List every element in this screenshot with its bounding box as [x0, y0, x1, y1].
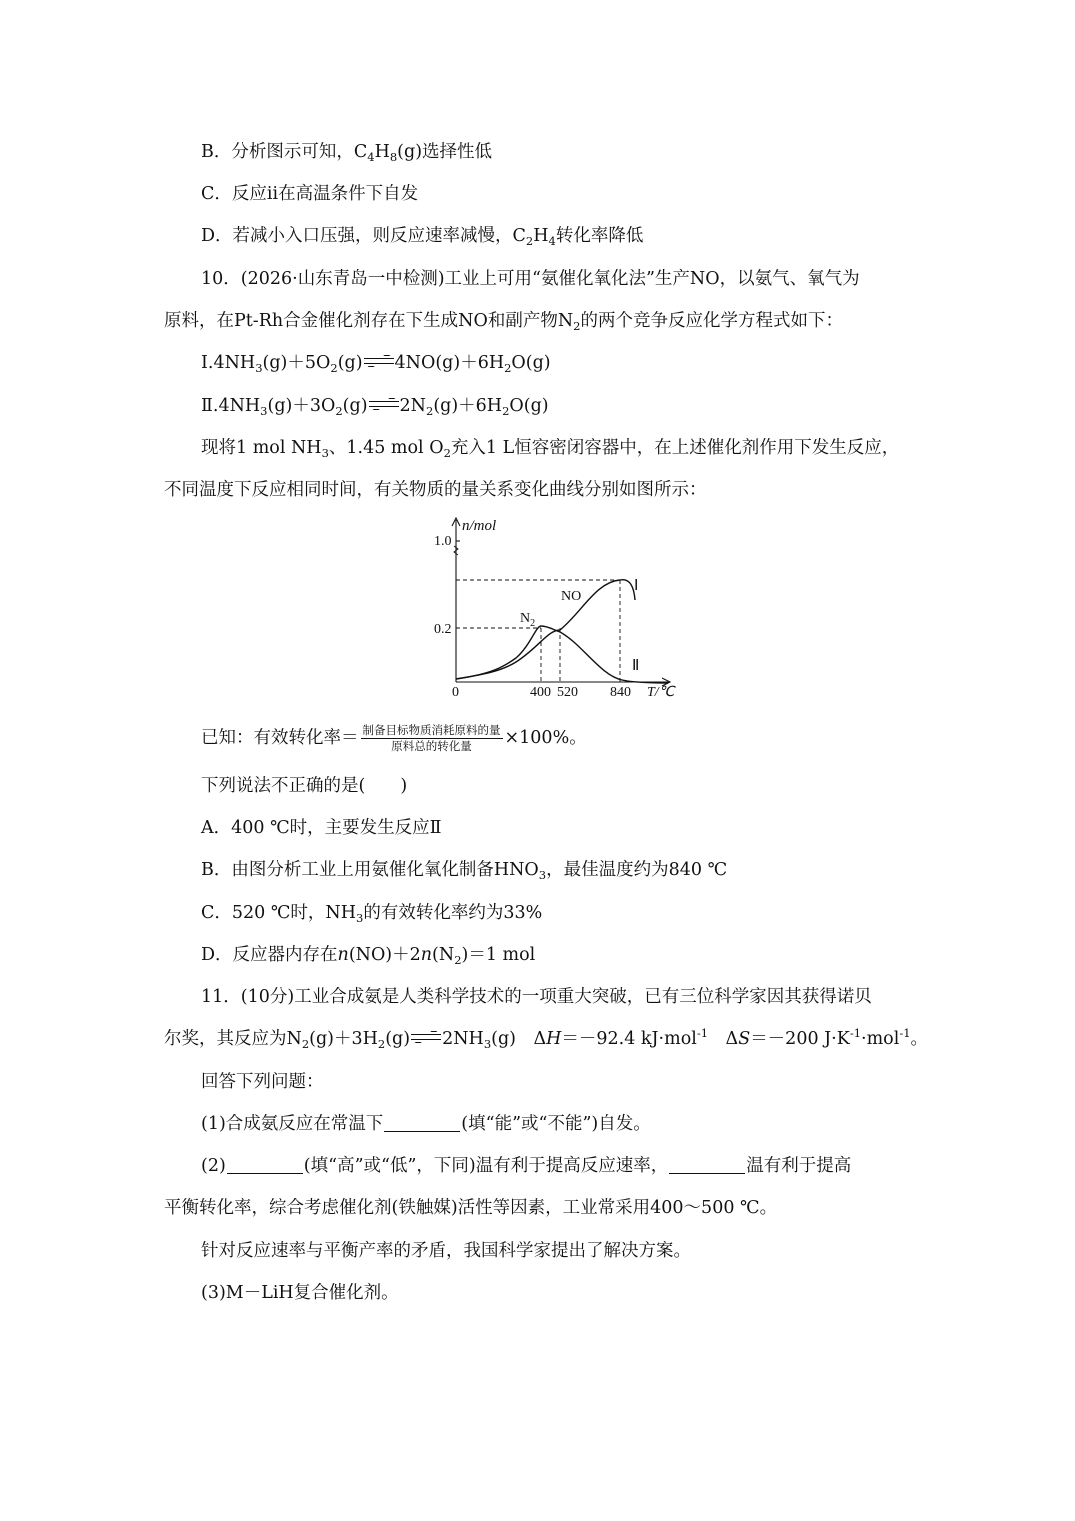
x-tick-label-0: 0	[452, 685, 459, 700]
curve-no	[456, 580, 635, 679]
equilibrium-arrow-icon	[369, 398, 399, 410]
q10-reaction-1: $Ⅰ.4NH_3(g)+5O_2(g)$ $4NO(g)+6H_2O(g)$	[201, 353, 551, 375]
curve-label-I: Ⅰ	[634, 578, 639, 594]
curve-n2	[456, 626, 668, 683]
y-tick-label-0.2: 0.2	[434, 622, 452, 637]
q10-condition-line-1: 现将1 mol $NH_3$、1.45 mol $O_2$充入1 L恒容密闭容器中，在上述催化剂作用下发生反应，	[201, 438, 900, 460]
q10-option-a: A．400 ℃时，主要发生反应Ⅱ	[201, 818, 442, 838]
axis-break-icon	[454, 546, 458, 555]
answer-blank[interactable]	[227, 1155, 303, 1174]
q10-stem-line-2: 原料，在Pt-Rh合金催化剂存在下生成NO和副产物$N_2$的两个竞争反应化学方程式如下：	[164, 311, 843, 333]
q11-part-2: (2) (填“高”或“低”，下同)温有利于提高反应速率， 温有利于提高	[201, 1156, 852, 1176]
q11-stem-line-2: 尔奖，其反应为$N_2(g)+3H_2(g)$ $2NH_3(g)$ ΔH＝－92.4 kJ·mol$^{-1}$ ΔS＝－200 $J\cdot K^{-1}\cdot mol^{-1}$。	[164, 1026, 929, 1051]
q9-option-d: D．若减小入口压强，则反应速率减慢，$C_2H_4$转化率降低	[201, 226, 644, 248]
q11-part-2-line-2: 平衡转化率，综合考虑催化剂(铁触媒)活性等因素，工业常采用400～500 ℃。	[164, 1198, 778, 1218]
q11-part-1: (1)合成氨反应在常温下 (填“能”或“不能”)自发。	[201, 1114, 651, 1134]
q10-condition-line-2: 不同温度下反应相同时间，有关物质的量关系变化曲线分别如图所示：	[164, 480, 707, 500]
q10-stem-line-1: 10．(2026·山东青岛一中检测)工业上可用“氨催化氧化法”生产NO，以氨气、氧气为	[201, 269, 860, 289]
q11-context: 针对反应速率与平衡产率的矛盾，我国科学家提出了解决方案。	[201, 1241, 691, 1261]
q10-reaction-2: $Ⅱ.4NH_3(g)+3O_2(g)$ $2N_2(g)+6H_2O(g)$	[201, 396, 549, 418]
x-axis-label: T/℃	[647, 685, 675, 700]
q11-instruction: 回答下列问题：	[201, 1072, 324, 1092]
q11-stem-line-1: 11．(10分)工业合成氨是人类科学技术的一项重大突破，已有三位科学家因其获得诺贝	[201, 987, 872, 1007]
answer-blank[interactable]	[669, 1155, 745, 1174]
equilibrium-arrow-icon	[411, 1031, 441, 1043]
q10-question: 下列说法不正确的是( )	[201, 776, 408, 796]
q10-option-b: B．由图分析工业上用氨催化氧化制备$HNO_3$，最佳温度约为840 ℃	[201, 860, 728, 882]
y-axis-label: n/mol	[462, 518, 497, 534]
y-tick-label-1.0: 1.0	[434, 534, 452, 549]
q10-option-c: C．520 ℃时，$NH_3$的有效转化率约为33%	[201, 903, 543, 925]
answer-blank[interactable]	[384, 1113, 460, 1132]
svg-text:n/mol	[462, 518, 496, 534]
n-vs-temperature-figure	[420, 512, 690, 702]
efficiency-fraction: $\frac{\text{制备目标物质消耗原料的量}}{\text{原料总的转化量}}$	[362, 723, 501, 753]
q11-part-3: (3)M－LiH复合催化剂。	[201, 1283, 399, 1303]
q9-option-c: C．反应ⅱ在高温条件下自发	[201, 184, 419, 204]
q9-option-b: B．分析图示可知，$C_4H_8(g)$选择性低	[201, 142, 493, 164]
equilibrium-arrow-icon	[364, 355, 394, 367]
x-tick-label-840: 840	[610, 685, 631, 700]
curve-label-n2: $N_2$	[520, 611, 536, 629]
x-tick-label-400: 400	[530, 685, 551, 700]
x-tick-label-520: 520	[557, 685, 578, 700]
q10-known-formula: 已知：有效转化率＝ $\frac{\text{制备目标物质消耗原料的量}}{\text{原料总的转化量}}$ ×100%。	[201, 723, 587, 753]
curve-label-no: NO	[561, 589, 582, 604]
q10-option-d: D．反应器内存在$n(NO)+2n(N_2)=1$ mol	[201, 945, 536, 967]
curve-label-II: Ⅱ	[632, 658, 640, 674]
